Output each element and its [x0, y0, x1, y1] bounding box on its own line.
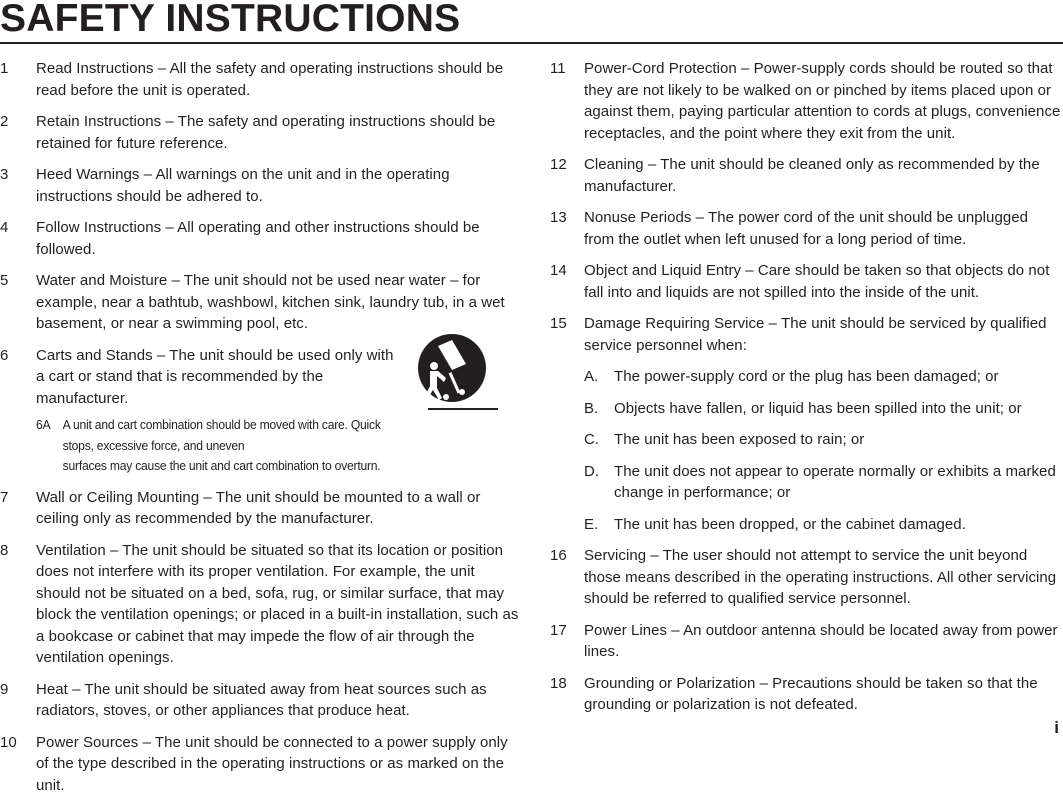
item-number: 7 — [0, 488, 9, 506]
item-number: 3 — [0, 166, 9, 183]
condition-item — [584, 366, 1062, 388]
item-text: Retain Instructions – The safety and operating instructions should be retained for future reference. — [36, 113, 496, 152]
condition-item — [584, 514, 1062, 536]
cart-warning-note — [36, 415, 541, 477]
item-number: 11 — [550, 60, 566, 77]
item-number: 5 — [0, 272, 9, 289]
condition-text: The power-supply cord or the plug has been damaged; or — [614, 368, 999, 385]
list-item — [0, 58, 520, 101]
item-number: 4 — [0, 219, 9, 236]
item-number: 16 — [550, 547, 567, 564]
item-text: Wall or Ceiling Mounting – The unit should be mounted to a wall or ceiling only as recommended by the manufacturer. — [36, 488, 481, 527]
list-item — [548, 673, 1062, 716]
item-number: 2 — [0, 113, 9, 130]
condition-letter: B. — [584, 399, 599, 417]
item-text: Power Sources – The unit should be connected to a power supply only of the type described in the operating instructions or as marked on the unit. — [36, 733, 508, 794]
item-number: 15 — [550, 315, 567, 332]
condition-text: The unit has been dropped, or the cabinet damaged. — [614, 515, 966, 533]
item-number: 14 — [550, 262, 567, 279]
list-item — [0, 164, 520, 207]
list-item — [0, 732, 520, 797]
item-number: 18 — [550, 674, 567, 692]
condition-letter: E. — [584, 515, 599, 533]
list-item — [548, 154, 1062, 197]
note-text-continued: surfaces may cause the unit and cart combination to overturn. — [62, 458, 381, 473]
condition-letter: D. — [584, 462, 600, 480]
item-number: 1 — [0, 60, 9, 77]
page-title: SAFETY INSTRUCTIONS — [0, 0, 461, 40]
left-column — [0, 58, 520, 806]
item-number: 10 — [0, 733, 17, 751]
item-text: Follow Instructions – All operating and other instructions should be followed. — [36, 219, 480, 258]
item-number: 17 — [550, 621, 567, 639]
condition-letter: A. — [584, 368, 599, 385]
cart-tip-over-warning-icon — [416, 326, 500, 416]
condition-item — [584, 429, 1062, 451]
note-text: A unit and cart combination should be moved with care. Quick stops, excessive force, and uneven — [62, 417, 381, 453]
condition-text: The unit does not appear to operate normally or exhibits a marked change in performance; or — [614, 462, 1056, 501]
note-number: 6A — [36, 417, 51, 432]
list-item — [548, 260, 1062, 303]
item-text: Carts and Stands – The unit should be used only with a cart or stand that is recommended by the manufacturer. — [36, 346, 394, 407]
list-item — [0, 111, 520, 154]
item-text: Power Lines – An outdoor antenna should be located away from power lines. — [584, 621, 1058, 660]
item-number: 12 — [550, 156, 567, 173]
item-text: Read Instructions – All the safety and operating instructions should be read before the unit is operated. — [36, 60, 504, 99]
list-item — [548, 58, 1062, 144]
item-text: Nonuse Periods – The power cord of the unit should be unplugged from the outlet when left unused for a long period of time. — [584, 209, 1029, 248]
condition-letter: C. — [584, 431, 600, 448]
condition-item — [584, 461, 1062, 504]
item-text: Damage Requiring Service – The unit should be serviced by qualified service personnel when: — [584, 315, 1047, 354]
list-item — [0, 540, 520, 669]
title-divider — [0, 42, 1063, 44]
list-item — [0, 487, 520, 530]
list-item — [548, 620, 1062, 663]
item-text: Water and Moisture – The unit should not be used near water – for example, near a bathtub, washbowl, kitchen sink, laundry tub, in a wet basement, or near a swimming pool, etc. — [36, 272, 505, 332]
condition-text: The unit has been exposed to rain; or — [614, 431, 865, 448]
list-item — [0, 217, 520, 260]
item-text: Cleaning – The unit should be cleaned only as recommended by the manufacturer. — [584, 156, 1040, 195]
list-item — [0, 679, 520, 722]
page-number: i — [1054, 718, 1059, 737]
item-text: Ventilation – The unit should be situated so that its location or position does not interfere with its proper ventilation. For example, the unit should not be situated on a bed, sofa, rug, or similar surface, that may block the ventilation openings; or placed in a built-in installation, such as a bookcase or cabinet that may impede the flow of air through the ventilation openings. — [36, 541, 519, 666]
right-column — [548, 58, 1062, 726]
list-item — [548, 207, 1062, 250]
item-text: Object and Liquid Entry – Care should be taken so that objects do not fall into and liquids are not spilled into the inside of the unit. — [584, 262, 1050, 301]
condition-item — [584, 398, 1062, 420]
item-text: Grounding or Polarization – Precautions should be taken so that the grounding or polarization is not defeated. — [584, 674, 1038, 713]
item-number: 8 — [0, 541, 9, 559]
service-conditions-list — [584, 366, 1062, 535]
item-text: Heat – The unit should be situated away from heat sources such as radiators, stoves, or other appliances that produce heat. — [36, 680, 487, 719]
list-item-damage-service — [548, 313, 1062, 535]
item-number: 9 — [0, 680, 9, 698]
item-text: Heed Warnings – All warnings on the unit and in the operating instructions should be adhered to. — [36, 166, 450, 205]
list-item — [0, 270, 520, 335]
item-number: 6 — [0, 346, 9, 364]
item-text: Servicing – The user should not attempt to service the unit beyond those means described in the operating instructions. All other servicing should be referred to qualified service personnel. — [584, 547, 1057, 607]
item-number: 13 — [550, 209, 567, 226]
condition-text: Objects have fallen, or liquid has been spilled into the unit; or — [614, 399, 1022, 417]
item-text: Power-Cord Protection – Power-supply cords should be routed so that they are not likely to be walked on or pinched by items placed upon or against them, paying particular attention to cords at plugs, convenience receptacles, and the point where they exit from the unit. — [584, 60, 1061, 142]
list-item — [548, 545, 1062, 610]
